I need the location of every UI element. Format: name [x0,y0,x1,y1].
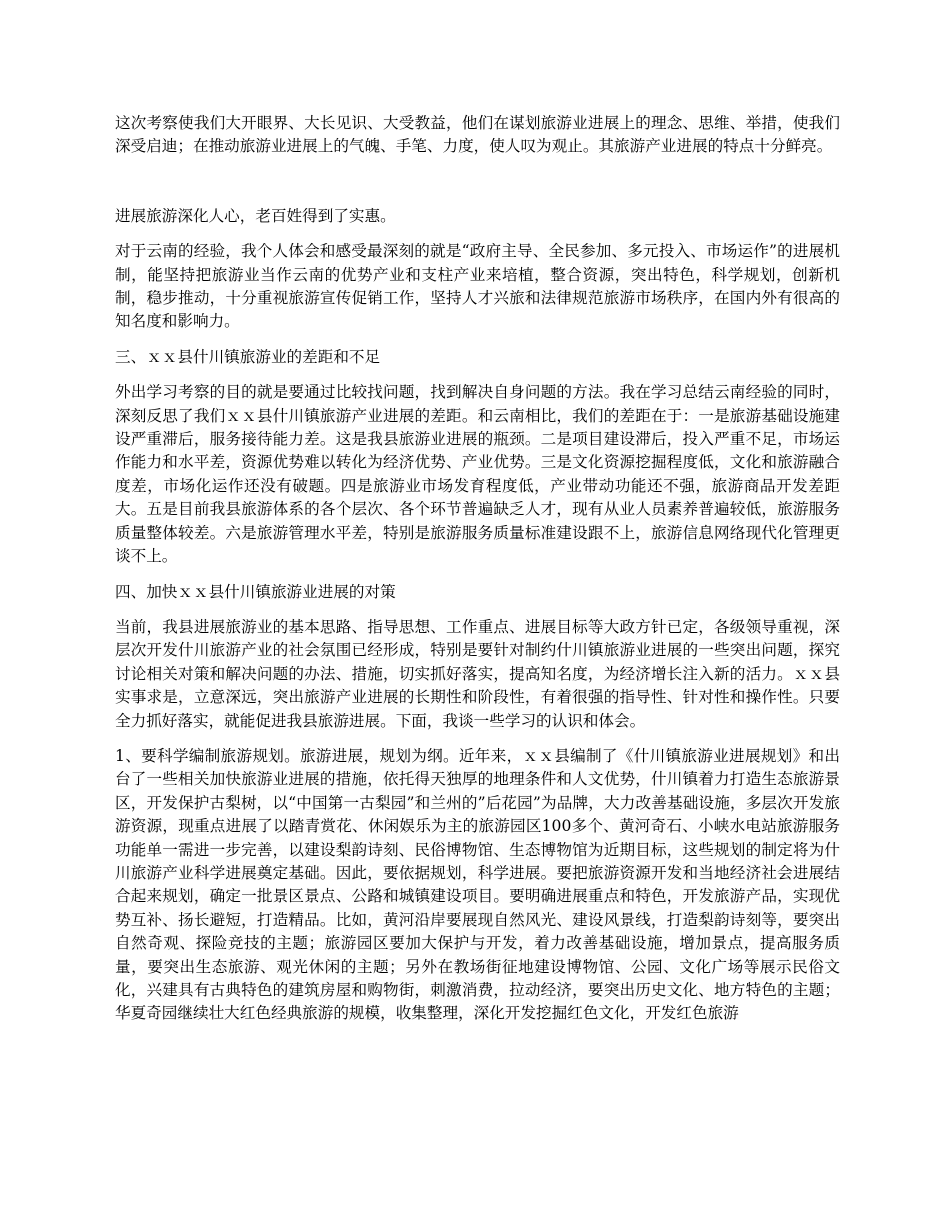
paragraph-gaps: 外出学习考察的目的就是要通过比较找问题，找到解决自身问题的方法。我在学习总结云南经验的同时，深刻反思了我们ｘｘ县什川镇旅游产业进展的差距。和云南相比，我们的差距在于：一是旅游基础设施建设严重滞后，服务接待能力差。这是我县旅游业进展的瓶颈。二是项目建设滞后，投入严重不足，市场运作能力和水平差，资源优势难以转化为经济优势、产业优势。三是文化资源挖掘程度低，文化和旅游融合度差，市场化运作还没有破题。四是旅游业市场发育程度低，产业带动功能还不强，旅游商品开发差距大。五是目前我县旅游体系的各个层次、各个环节普遍缺乏人才，现有从业人员素养普遍较低，旅游服务质量整体较差。六是旅游管理水平差，特别是旅游服务质量标准建设跟不上，旅游信息网络现代化管理更谈不上。 [115,383,840,566]
section-heading-gaps: 三、ｘｘ县什川镇旅游业的差距和不足 [115,347,381,366]
paragraph-current-situation: 当前，我县进展旅游业的基本思路、指导思想、工作重点、进展目标等大政方针已定，各级领导重视，深层次开发什川旅游产业的社会氛围已经形成，特别是要针对制约什川镇旅游业进展的一些突出问题，探究讨论相关对策和解决问题的办法、措施，切实抓好落实，提高知名度，为经济增长注入新的活力。ｘｘ县实事求是，立意深远，突出旅游产业进展的长期性和阶段性，有着很强的指导性、针对性和操作性。只要全力抓好落实，就能促进我县旅游进展。下面，我谈一些学习的认识和体会。 [115,617,840,730]
section-heading-measures: 四、加快ｘｘ县什川镇旅游业进展的对策 [115,582,396,601]
paragraph-intro: 这次考察使我们大开眼界、大长见识、大受教益，他们在谋划旅游业进展上的理念、思维、举措，使我们深受启迪；在推动旅游业进展上的气魄、手笔、力度，使人叹为观止。其旅游产业进展的特点十分鲜亮。 [115,114,840,156]
paragraph-planning: 1、要科学编制旅游规划。旅游进展，规划为纲。近年来，ｘｘ县编制了《什川镇旅游业进展规划》和出台了一些相关加快旅游业进展的措施，依托得天独厚的地理条件和人文优势，什川镇着力打造生态旅游景区，开发保护古梨树，以“中国第一古梨园”和兰州的”后花园”为品牌，大力改善基础设施，多层次开发旅游资源，现重点进展了以踏青赏花、休闲娱乐为主的旅游园区100多个、黄河奇石、小峡水电站旅游服务功能单一需进一步完善，以建设梨韵诗刻、民俗博物馆、生态博物馆为近期目标，这些规划的制定将为什川旅游产业科学进展奠定基础。因此，要依据规划，科学进展。要把旅游资源开发和当地经济社会进展结合起来规划，确定一批景区景点、公路和城镇建设项目。要明确进展重点和特色，开发旅游产品，实现优势互补、扬长避短，打造精品。比如，黄河沿岸要展现自然风光、建设风景线，打造梨韵诗刻等，要突出自然奇观、探险竞技的主题；旅游园区要加大保护与开发，着力改善基础设施，增加景点，提高服务质量，要突出生态旅游、观光休闲的主题；另外在教场街征地建设博物馆、公园、文化广场等展示民俗文化，兴建具有古典特色的建筑房屋和购物街，刺激消费，拉动经济，要突出历史文化、地方特色的主题；华夏奇园继续壮大红色经典旅游的规模，收集整理，深化开发挖掘红色文化，开发红色旅游 [115,746,840,1023]
document-body [115,112,840,1038]
paragraph-yunnan-experience: 对于云南的经验，我个人体会和感受最深刻的就是“政府主导、全民参加、多元投入、市场运作”的进展机制，能坚持把旅游业当作云南的优势产业和支柱产业来培植，整合资源，突出特色，科学规划，创新机制，稳步推动，十分重视旅游宣传促销工作，坚持人才兴旅和法律规范旅游市场秩序，在国内外有很高的知名度和影响力。 [115,242,840,331]
paragraph-benefit: 进展旅游深化人心，老百姓得到了实惠。 [115,206,396,225]
